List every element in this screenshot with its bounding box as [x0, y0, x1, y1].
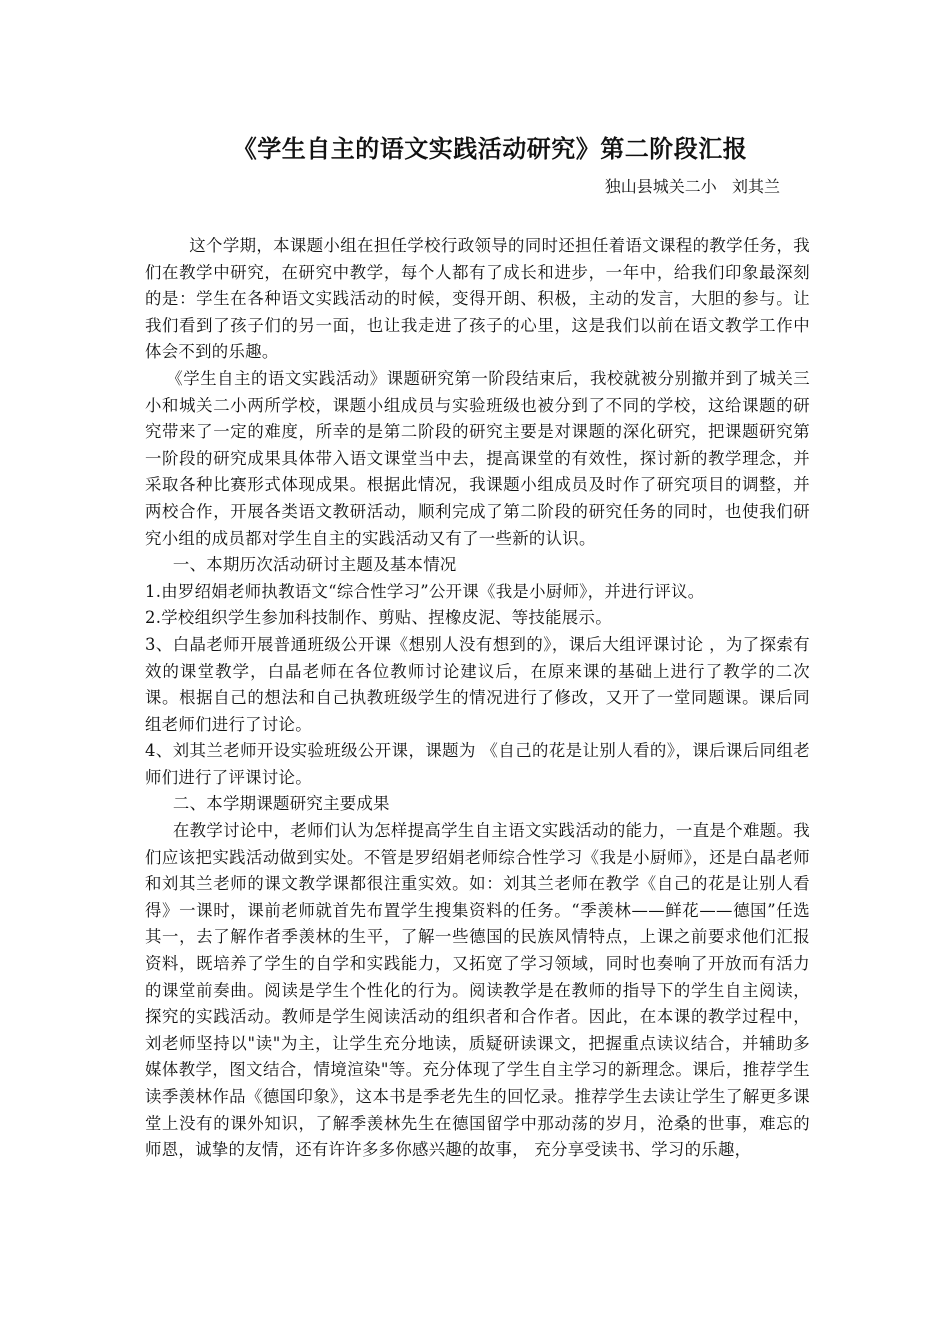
- author-line: 独山县城关二小 刘其兰: [604, 177, 780, 196]
- section-heading-activities: 一、本期历次活动研讨主题及基本情况: [172, 555, 457, 575]
- document-body: [145, 233, 810, 1164]
- paragraph-intro: 这个学期，本课题小组在担任学校行政领导的同时还担任着语文课程的教学任务，我们在教学中研究，在研究中教学，每个人都有了成长和进步，一年中，给我们印象最深刻的是：学生在各种语文实践活动的时候，变得开朗、积极，主动的发言，大胆的参与。让我们看到了孩子们的另一面，也让我走进了孩子的心里，这是我们以前在语文教学工作中体会不到的乐趣。: [145, 236, 810, 362]
- section-heading-results: 二、本学期课题研究主要成果: [172, 794, 390, 814]
- list-item: 1.由罗绍娟老师执教语文“综合性学习”公开课《我是小厨师》，并进行评议。: [145, 581, 705, 601]
- list-item: 3、白晶老师开展普通班级公开课《想别人没有想到的》，课后大组评课讨论 ，为了探索有效的课堂教学，白晶老师在各位教师讨论建议后，在原来课的基础上进行了教学的二次课。根据自己的想法和自己执教班级学生的情况进行了修改，又开了一堂同题课。课后同组老师们进行了讨论。: [145, 634, 810, 734]
- document-title: 《学生自主的语文实践活动研究》第二阶段汇报: [232, 135, 748, 163]
- paragraph-background: 《学生自主的语文实践活动》课题研究第一阶段结束后，我校就被分别撤并到了城关三小和城关二小两所学校，课题小组成员与实验班级也被分到了不同的学校，这给课题的研究带来了一定的难度，所幸的是第二阶段的研究主要是对课题的深化研究，把课题研究第一阶段的研究成果具体带入语文课堂当中去，提高课堂的有效性，探讨新的教学理念，并采取各种比赛形式体现成果。根据此情况，我课题小组成员及时作了研究项目的调整，并两校合作，开展各类语文教研活动，顺利完成了第二阶段的研究任务的同时，也使我们研究小组的成员都对学生自主的实践活动又有了一些新的认识。: [145, 368, 810, 548]
- list-item: 2.学校组织学生参加科技制作、剪贴、捏橡皮泥、等技能展示。: [145, 608, 612, 628]
- paragraph-results: 在教学讨论中，老师们认为怎样提高学生自主语文实践活动的能力，一直是个难题。我们应该把实践活动做到实处。不管是罗绍娟老师综合性学习《我是小厨师》，还是白晶老师和刘其兰老师的课文教学课都很注重实效。如：刘其兰老师在教学《自己的花是让别人看得》一课时，课前老师就首先布置学生搜集资料的任务。“季羡林——鲜花——德国”任选其一，去了解作者季羡林的生平，了解一些德国的民族风情特点，上课之前要求他们汇报资料，既培养了学生的自学和实践能力，又拓宽了学习领域，同时也奏响了开放而有活力的课堂前奏曲。阅读是学生个性化的行为。阅读教学是在教师的指导下的学生自主阅读，探究的实践活动。教师是学生阅读活动的组织者和合作者。因此，在本课的教学过程中，刘老师坚持以"读"为主，让学生充分地读，质疑研读课文，把握重点读议结合，并辅助多媒体教学，图文结合，情境渲染"等。充分体现了学生自主学习的新理念。课后，推荐学生读季羡林作品《德国印象》，这本书是季老先生的回忆录。推荐学生去读让学生了解更多课堂上没有的课外知识，了解季羡林先生在德国留学中那动荡的岁月，沧桑的世事，难忘的师恩，诚挚的友情，还有许许多多你感兴趣的故事， 充分享受读书、学习的乐趣，: [145, 821, 810, 1160]
- list-item: 4、刘其兰老师开设实验班级公开课，课题为 《自己的花是让别人看的》，课后课后同组老师们进行了评课讨论。: [145, 741, 810, 787]
